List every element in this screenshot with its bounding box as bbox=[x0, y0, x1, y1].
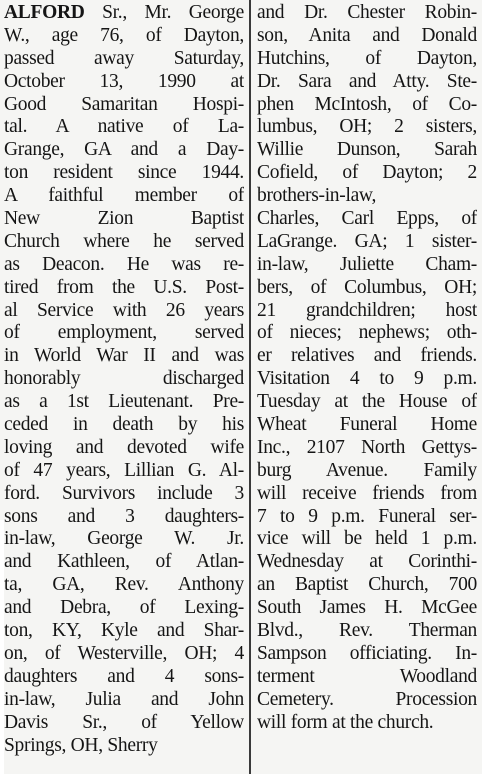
obituary-line: Blvd., Rev. Therman bbox=[257, 620, 477, 642]
obituary-line: as a 1st Lieutenant. Pre- bbox=[4, 391, 244, 413]
obituary-line: Inc., 2107 North Gettys- bbox=[257, 436, 477, 458]
obituary-line: Grange, GA and a Day- bbox=[4, 139, 244, 161]
obituary-line: Cofield, of Dayton; 2 bbox=[257, 162, 477, 184]
obituary-line: daughters and 4 sons- bbox=[4, 665, 244, 687]
obituary-line: loving and devoted wife bbox=[4, 436, 244, 458]
obituary-line: tired from the U.S. Post- bbox=[4, 276, 244, 298]
obituary-line: vice will be held 1 p.m. bbox=[257, 528, 477, 550]
obituary-line: in-law, Julia and John bbox=[4, 688, 244, 710]
obituary-line: al Service with 26 years bbox=[4, 299, 244, 321]
obituary-line: and Debra, of Lexing- bbox=[4, 597, 244, 619]
obituary-line: in World War II and was bbox=[4, 345, 244, 367]
obituary-line: Good Samaritan Hospi- bbox=[4, 93, 244, 115]
obituary-line: and Kathleen, of Atlan- bbox=[4, 551, 244, 573]
obituary-line: Hutchins, of Dayton, bbox=[257, 47, 477, 69]
deceased-surname: ALFORD bbox=[4, 2, 85, 23]
column-divider bbox=[249, 0, 251, 774]
obituary-line: terment Woodland bbox=[257, 665, 477, 687]
obituary-line: lumbus, OH; 2 sisters, bbox=[257, 116, 477, 138]
obituary-line: an Baptist Church, 700 bbox=[257, 574, 477, 596]
obituary-line: Wheat Funeral Home bbox=[257, 414, 477, 436]
obituary-line: will receive friends from bbox=[257, 482, 477, 504]
obituary-line: Charles, Carl Epps, of bbox=[257, 208, 477, 230]
obituary-line: honorably discharged bbox=[4, 368, 244, 390]
obituary-line: Wednesday at Corinthi- bbox=[257, 551, 477, 573]
obituary-right-column bbox=[257, 0, 477, 774]
obituary-line: South James H. McGee bbox=[257, 597, 477, 619]
obituary-line: Church where he served bbox=[4, 230, 244, 252]
obituary-line: sons and 3 daughters- bbox=[4, 505, 244, 527]
obituary-line: phen McIntosh, of Co- bbox=[257, 93, 477, 115]
obituary-line: W., age 76, of Dayton, bbox=[4, 24, 244, 46]
obituary-line: Willie Dunson, Sarah bbox=[257, 139, 477, 161]
obituary-line: of employment, served bbox=[4, 322, 244, 344]
obituary-line: 7 to 9 p.m. Funeral ser- bbox=[257, 505, 477, 527]
obituary-line: Sampson officiating. In- bbox=[257, 642, 477, 664]
obituary-line: October 13, 1990 at bbox=[4, 70, 244, 92]
obituary-line: passed away Saturday, bbox=[4, 47, 244, 69]
obituary-line: son, Anita and Donald bbox=[257, 24, 477, 46]
obituary-line: Springs, OH, Sherry bbox=[4, 734, 158, 756]
obituary-line: Tuesday at the House of bbox=[257, 391, 477, 413]
obituary-line: 21 grandchildren; host bbox=[257, 299, 477, 321]
obituary-line: and Dr. Chester Robin- bbox=[257, 2, 477, 23]
obituary-line: of 47 years, Lillian G. Al- bbox=[4, 459, 244, 481]
clipping-edge bbox=[0, 520, 4, 774]
obituary-line: of nieces; nephews; oth- bbox=[257, 322, 477, 344]
obituary-line: er relatives and friends. bbox=[257, 345, 477, 367]
obituary-line: brothers-in-law, bbox=[257, 185, 377, 207]
obituary-line: in-law, Juliette Cham- bbox=[257, 253, 477, 275]
obituary-line: ta, GA, Rev. Anthony bbox=[4, 574, 244, 596]
obituary-line: Davis Sr., of Yellow bbox=[4, 711, 244, 733]
obituary-line: ford. Survivors include 3 bbox=[4, 482, 244, 504]
obituary-line: burg Avenue. Family bbox=[257, 459, 477, 481]
obituary-line: as Deacon. He was re- bbox=[4, 253, 244, 275]
obituary-line: Dr. Sara and Atty. Ste- bbox=[257, 70, 477, 92]
obituary-line-text: Sr., Mr. George bbox=[84, 2, 244, 23]
obituary-line: tal. A native of La- bbox=[4, 116, 244, 138]
obituary-line: New Zion Baptist bbox=[4, 208, 244, 230]
obituary-line: Cemetery. Procession bbox=[257, 688, 477, 710]
obituary-line: bers, of Columbus, OH; bbox=[257, 276, 477, 298]
obituary-line: will form at the church. bbox=[257, 711, 434, 733]
obituary-line: ceded in death by his bbox=[4, 414, 244, 436]
obituary-left-column bbox=[4, 0, 244, 774]
obituary-line: A faithful member of bbox=[4, 185, 244, 207]
obituary-line bbox=[4, 2, 244, 25]
obituary-line: ton, KY, Kyle and Shar- bbox=[4, 620, 244, 642]
obituary-line: in-law, George W. Jr. bbox=[4, 528, 244, 550]
obituary-line: ton resident since 1944. bbox=[4, 162, 244, 184]
obituary-line: Visitation 4 to 9 p.m. bbox=[257, 368, 477, 390]
obituary-line: on, of Westerville, OH; 4 bbox=[4, 642, 244, 664]
obituary-line: LaGrange. GA; 1 sister- bbox=[257, 230, 477, 252]
